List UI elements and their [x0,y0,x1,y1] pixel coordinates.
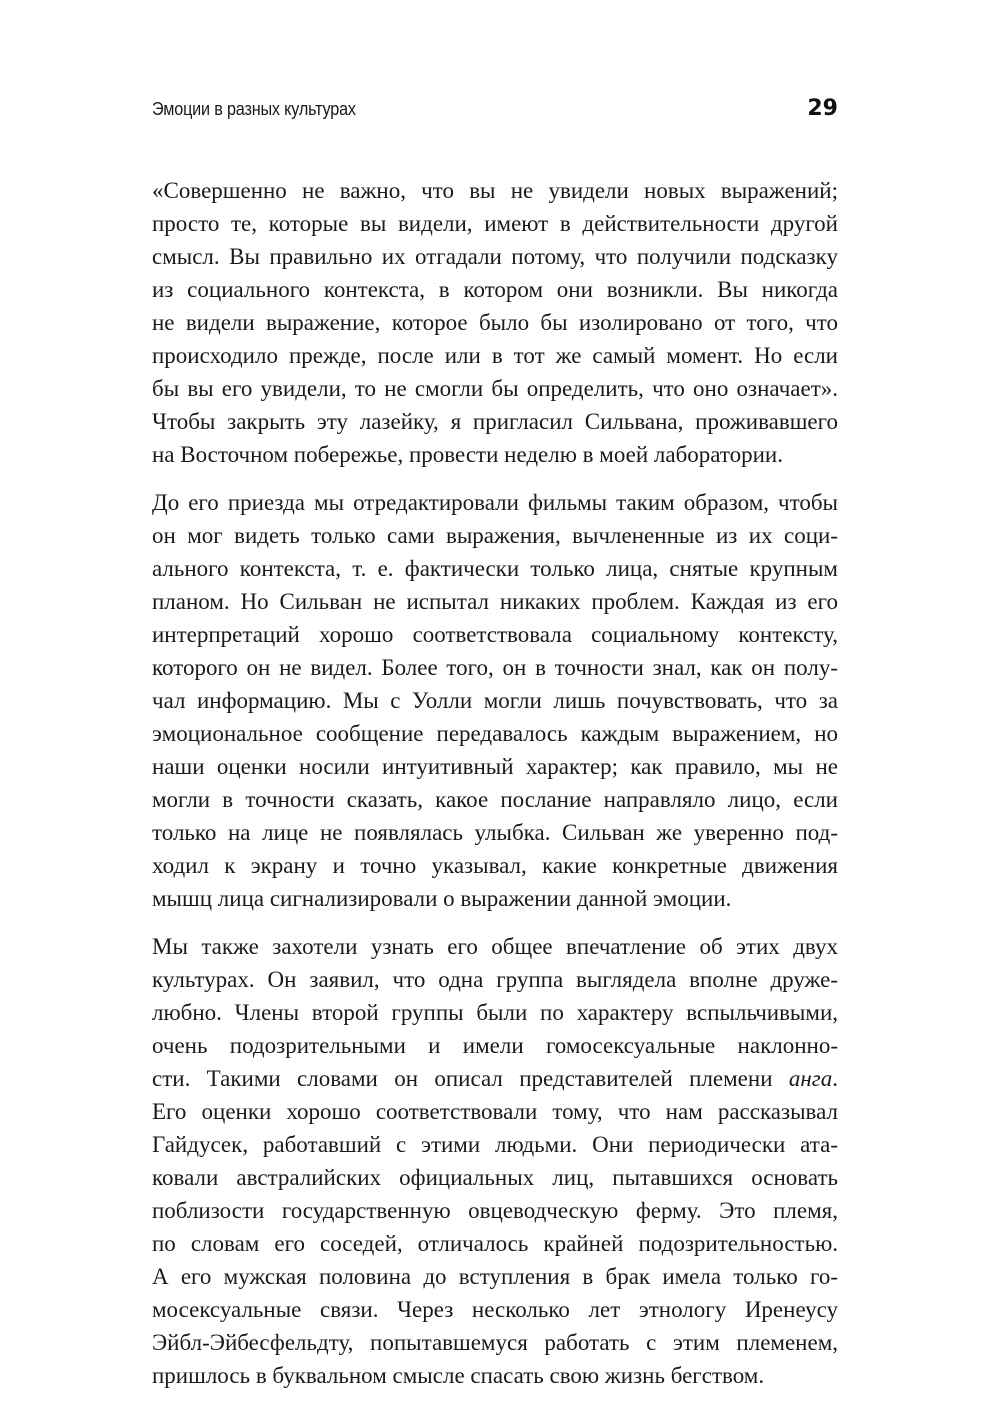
text-line: он мог видеть только сами выражения, вычлененные из их соци- [152,523,838,548]
text-line: «Совершенно не важно, что вы не увидели новых выражений; [152,178,838,203]
text-line: Эйбл-Эйбесфельдту, попытавшемуся работать с этим племенем, [152,1330,838,1355]
page-number: 29 [807,96,838,121]
text-line: пришлось в буквальном смысле спасать свою жизнь бегством. [152,1363,765,1388]
text-segment: . [832,1066,838,1091]
text-line: Мы также захотели узнать его общее впечатление об этих двух [152,934,838,959]
body-text [152,174,838,1407]
text-line: ковали австралийских официальных лиц, пытавшихся основать [152,1165,838,1190]
text-line: ходил к экрану и точно указывал, какие конкретные движения [152,853,838,878]
section-title: Эмоции в разных культурах [152,99,356,119]
text-line: интерпретаций хорошо соответствовала социальному контексту, [152,622,838,647]
text-line: планом. Но Сильван не испытал никаких проблем. Каждая из его [152,589,838,614]
text-line: только на лице не появлялась улыбка. Сильван же уверенно под- [152,820,838,845]
text-line: эмоциональное сообщение передавалось каждым выражением, но [152,721,838,746]
paragraph-1 [152,174,838,471]
running-header [152,96,838,136]
text-line: А его мужская половина до вступления в брак имела только го- [152,1264,838,1289]
paragraph-3 [152,930,838,1392]
text-line: по словам его соседей, отличалось крайней подозрительностью. [152,1231,838,1256]
text-line: наши оценки носили интуитивный характер; как правило, мы не [152,754,838,779]
text-line: мышц лица сигнализировали о выражении данной эмоции. [152,886,732,911]
text-line: просто те, которые вы видели, имеют в действительности другой [152,211,838,236]
text-line: любно. Члены второй группы были по характеру вспыльчивыми, [152,1000,838,1025]
text-line-with-italic [152,1062,838,1095]
italic-term: анга [788,1066,833,1091]
text-line: из социального контекста, в котором они возникли. Вы никогда [152,277,838,302]
paragraph-2 [152,486,838,915]
text-line: Чтобы закрыть эту лазейку, я пригласил Сильвана, проживавшего [152,409,838,434]
text-segment: сти. Такими словами он описал представителей племени [152,1066,789,1091]
text-line: ального контекста, т. е. фактически только лица, снятые крупным [152,556,838,581]
text-line: смысл. Вы правильно их отгадали потому, что получили подсказку [152,244,838,269]
text-line: культурах. Он заявил, что одна группа выглядела вполне друже- [152,967,838,992]
text-line: поблизости государственную овцеводческую ферму. Это племя, [152,1198,838,1223]
text-line: на Восточном побережье, провести неделю в моей лаборатории. [152,442,783,467]
text-line: До его приезда мы отредактировали фильмы таким образом, чтобы [152,490,838,515]
text-line: которого он не видел. Более того, он в точности знал, как он полу- [152,655,838,680]
text-line: не видели выражение, которое было бы изолировано от того, что [152,310,838,335]
text-line: Его оценки хорошо соответствовали тому, что нам рассказывал [152,1099,838,1124]
text-line: чал информацию. Мы с Уолли могли лишь почувствовать, что за [152,688,838,713]
text-line: бы вы его увидели, то не смогли бы определить, что оно означает». [152,376,838,401]
text-line: происходило прежде, после или в тот же самый момент. Но если [152,343,838,368]
text-line: могли в точности сказать, какое послание направляло лицо, если [152,787,838,812]
text-line: очень подозрительными и имели гомосексуальные наклонно- [152,1033,838,1058]
text-line: мосексуальные связи. Через несколько лет этнологу Иренеусу [152,1297,838,1322]
text-line: Гайдусек, работавший с этими людьми. Они периодически ата- [152,1132,838,1157]
